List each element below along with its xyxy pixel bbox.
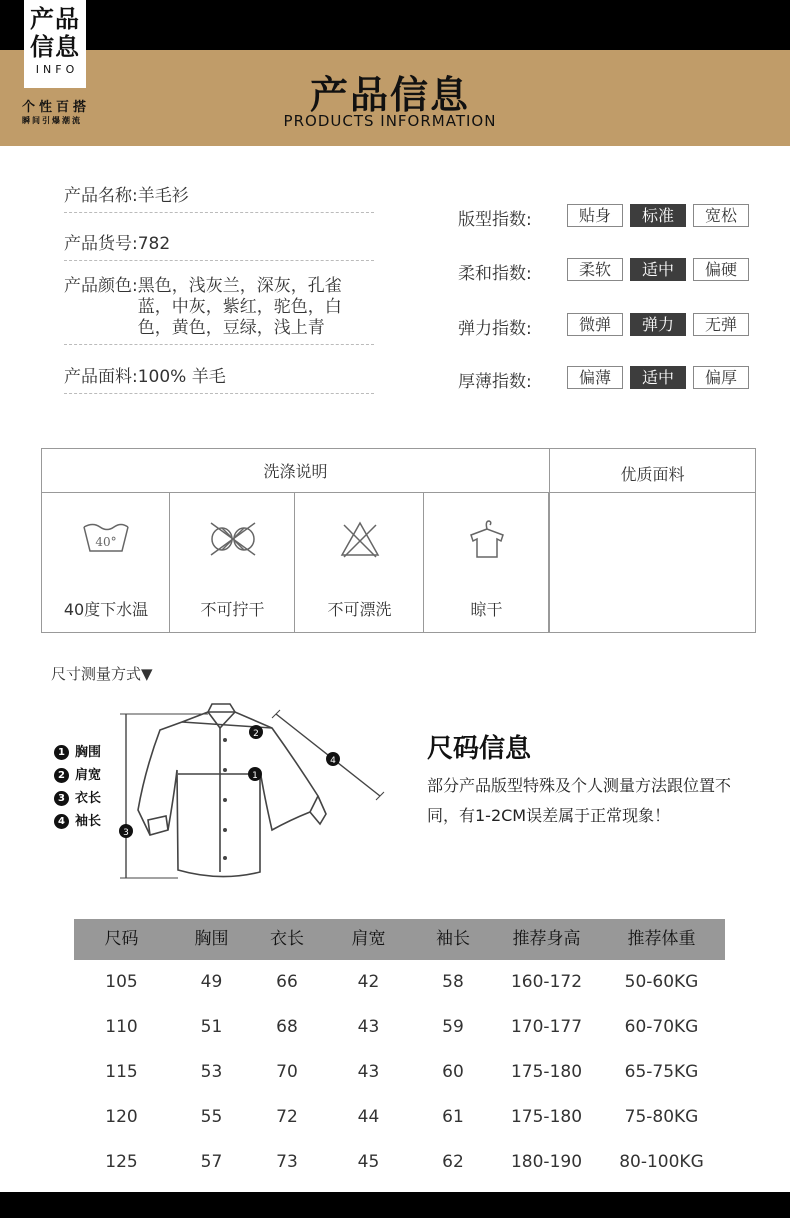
column-header: 推荐身高: [512, 929, 581, 949]
fit-option-selected: 标准: [630, 204, 686, 227]
table-cell: 105: [105, 972, 138, 992]
fit-index-label: 版型指数:: [458, 210, 532, 230]
slogan-main: 个性百搭: [22, 100, 91, 115]
table-row: [74, 1140, 725, 1185]
table-cell: 125: [105, 1152, 138, 1172]
table-cell: 175-180: [510, 1107, 583, 1127]
wash-item: [295, 493, 424, 632]
table-row: [74, 1050, 725, 1095]
product-name-value: 羊毛衫: [137, 186, 189, 206]
product-fabric-row: [64, 367, 374, 394]
wash-care-table: [41, 448, 756, 633]
table-cell: 65-75KG: [624, 1062, 699, 1082]
legend-number: 2: [54, 768, 69, 783]
legend-label: 胸围: [75, 745, 102, 760]
measurement-method-title: 尺寸测量方式▼: [51, 665, 153, 683]
column-header: 推荐体重: [627, 929, 696, 949]
hang-dry-icon: [461, 519, 513, 559]
table-cell: 58: [442, 972, 464, 992]
thickness-option: 偏厚: [693, 366, 749, 389]
svg-text:4: 4: [330, 756, 336, 766]
table-cell: 61: [442, 1107, 464, 1127]
size-info-title: 尺码信息: [427, 734, 532, 764]
elasticity-option-selected: 弹力: [630, 313, 686, 336]
table-cell: 115: [105, 1062, 138, 1082]
table-cell: 75-80KG: [624, 1107, 699, 1127]
table-cell: 120: [105, 1107, 138, 1127]
table-cell: 160-172: [510, 972, 583, 992]
table-cell: 68: [276, 1017, 298, 1037]
table-cell: 180-190: [510, 1152, 583, 1172]
product-fabric-value: 100% 羊毛: [137, 367, 226, 387]
column-header: 胸围: [194, 929, 229, 949]
bottom-black-bar: [0, 1192, 790, 1218]
table-cell: 66: [276, 972, 298, 992]
elasticity-option: 微弹: [567, 313, 623, 336]
legend-number: 4: [54, 814, 69, 829]
product-color-row: [64, 276, 374, 345]
table-cell: 57: [200, 1152, 223, 1172]
table-row: [74, 1095, 725, 1140]
wash-item-label: 晾干: [470, 600, 503, 619]
column-header: 肩宽: [351, 929, 386, 949]
wash-instructions-title: 洗涤说明: [263, 462, 328, 481]
svg-text:3: 3: [123, 828, 129, 838]
table-cell: 62: [442, 1152, 464, 1172]
table-cell: 42: [357, 972, 380, 992]
size-table-header: [74, 919, 725, 960]
table-cell: 175-180: [510, 1062, 583, 1082]
quality-fabric-title: 优质面料: [620, 465, 685, 484]
table-cell: 43: [357, 1062, 380, 1082]
table-cell: 70: [276, 1062, 298, 1082]
svg-text:2: 2: [253, 729, 259, 739]
table-cell: 59: [442, 1017, 464, 1037]
softness-option-selected: 适中: [630, 258, 686, 281]
product-fabric-label: 产品面料:: [64, 367, 138, 387]
product-color-label: 产品颜色:: [64, 276, 138, 296]
table-row: [74, 1005, 725, 1050]
wash-item: [42, 493, 170, 632]
product-code-value: 782: [137, 234, 171, 254]
table-cell: 110: [105, 1017, 138, 1037]
table-cell: 72: [276, 1107, 298, 1127]
table-cell: 53: [200, 1062, 223, 1082]
softness-option: 偏硬: [693, 258, 749, 281]
product-name-label: 产品名称:: [64, 186, 138, 206]
table-cell: 170-177: [510, 1017, 583, 1037]
column-header: 袖长: [436, 929, 470, 949]
table-cell: 60-70KG: [624, 1017, 699, 1037]
page-title: 产品信息: [309, 73, 470, 117]
shirt-icon: [138, 704, 326, 877]
table-cell: 73: [276, 1152, 298, 1172]
wash-item: [424, 493, 549, 632]
thickness-index-label: 厚薄指数:: [458, 372, 532, 392]
softness-option: 柔软: [567, 258, 623, 281]
table-divider: [548, 493, 549, 632]
thickness-index-row: [458, 366, 758, 390]
legend-number: 3: [54, 791, 69, 806]
fit-option: 贴身: [567, 204, 623, 227]
table-cell: 55: [200, 1107, 223, 1127]
table-cell: 60: [442, 1062, 464, 1082]
no-wring-icon: [207, 519, 259, 559]
size-table: [74, 919, 725, 1185]
logo-info: INFO: [35, 63, 79, 76]
column-header: 尺码: [104, 929, 139, 949]
thickness-option: 偏薄: [567, 366, 623, 389]
shirt-diagram: [50, 700, 410, 890]
table-row: [74, 960, 725, 1005]
slogan-sub: 瞬间引爆潮流: [22, 116, 82, 125]
wash-item: [170, 493, 295, 632]
table-cell: 80-100KG: [619, 1152, 704, 1172]
column-header: 衣长: [270, 929, 304, 949]
table-cell: 44: [357, 1107, 380, 1127]
thickness-option-selected: 适中: [630, 366, 686, 389]
fit-index-row: [458, 204, 758, 228]
wash-item-label: 不可拧干: [200, 600, 265, 619]
logo-line-2: 信息: [30, 33, 80, 61]
product-code-label: 产品货号:: [64, 234, 138, 254]
softness-index-row: [458, 258, 758, 282]
no-bleach-icon: [334, 519, 386, 559]
wash-item-label: 不可漂洗: [327, 600, 392, 619]
page-subtitle: PRODUCTS INFORMATION: [283, 112, 497, 130]
legend-number: 1: [54, 745, 69, 760]
table-cell: 50-60KG: [624, 972, 699, 992]
legend-label: 袖长: [75, 814, 102, 829]
product-code-row: [64, 234, 374, 261]
softness-index-label: 柔和指数:: [458, 264, 532, 284]
wash-item-label: 40度下水温: [63, 600, 149, 619]
wash-40-icon: [80, 519, 132, 559]
top-black-bar: [0, 0, 790, 50]
logo-line-1: 产品: [30, 5, 80, 33]
size-info-note: 部分产品版型特殊及个人测量方法跟位置不同，有1-2CM误差属于正常现象！: [427, 776, 732, 825]
svg-text:1: 1: [252, 771, 258, 781]
wash-temperature: 40°: [95, 535, 117, 549]
legend-label: 肩宽: [75, 768, 102, 783]
elasticity-index-label: 弹力指数:: [458, 319, 532, 339]
product-name-row: [64, 186, 374, 213]
table-cell: 45: [357, 1152, 380, 1172]
table-cell: 43: [357, 1017, 380, 1037]
elasticity-index-row: [458, 313, 758, 337]
fit-option: 宽松: [693, 204, 749, 227]
elasticity-option: 无弹: [693, 313, 749, 336]
table-cell: 51: [200, 1017, 223, 1037]
table-cell: 49: [200, 972, 223, 992]
legend-label: 衣长: [75, 791, 102, 806]
product-color-value: 黑色，浅灰兰，深灰，孔雀蓝，中灰，紫红，驼色，白色，黄色，豆绿，浅上青: [137, 276, 342, 338]
